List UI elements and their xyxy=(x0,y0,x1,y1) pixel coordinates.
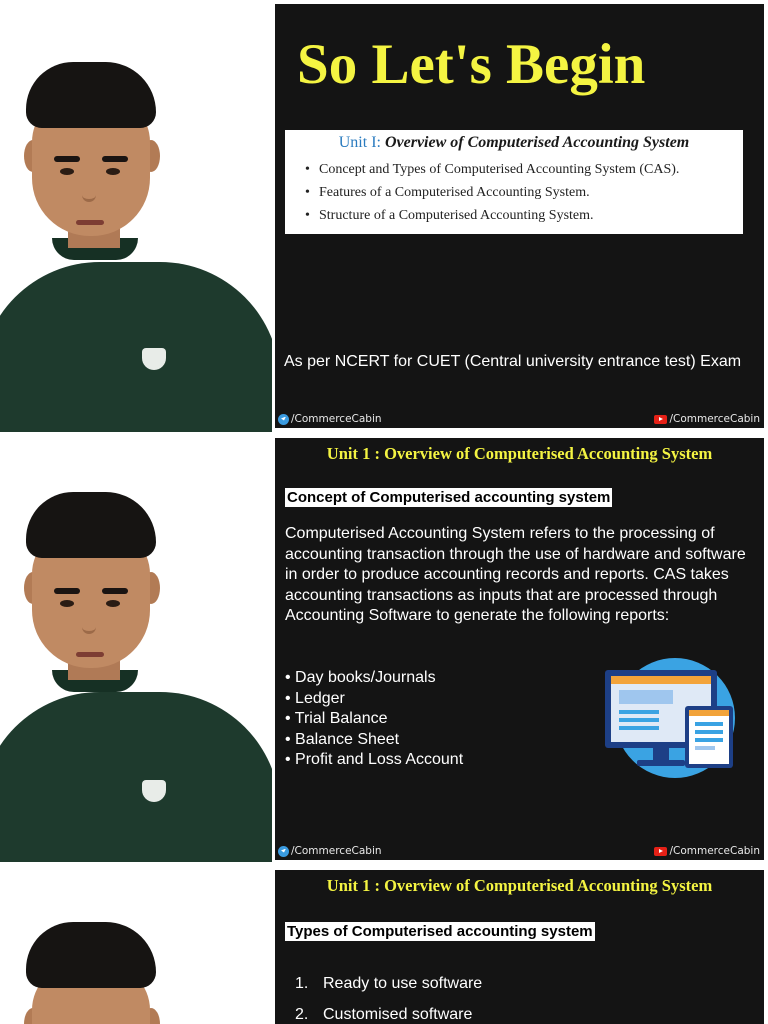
type-text: Customised software xyxy=(323,1006,473,1023)
youtube-handle[interactable] xyxy=(654,413,760,425)
types-list xyxy=(295,974,482,1024)
telegram-handle-text: /CommerceCabin xyxy=(291,845,382,857)
report-item: • Ledger xyxy=(285,689,463,710)
unit-header: Unit 1 : Overview of Computerised Accounting System xyxy=(326,876,713,895)
unit-header: Unit 1 : Overview of Computerised Accounting System xyxy=(326,444,713,463)
type-number: 1. xyxy=(295,975,309,992)
telegram-icon xyxy=(278,846,289,857)
youtube-icon xyxy=(654,415,667,424)
report-item: • Day books/Journals xyxy=(285,668,463,689)
slide-types xyxy=(275,870,764,1024)
exam-note: As per NCERT for CUET (Central university entrance test) Exam xyxy=(284,353,742,370)
youtube-icon xyxy=(654,847,667,856)
presenter-image xyxy=(0,436,272,862)
youtube-handle-text: /CommerceCabin xyxy=(669,845,760,857)
concept-paragraph: Computerised Accounting System refers to the processing of accounting transaction through the use of hardware and software in order to produce accounting records and reports. CAS takes accounting transactions as inputs that are processed through Accounting Software to generate the following reports: xyxy=(285,525,746,624)
section-heading: Concept of Computerised accounting system xyxy=(287,489,611,506)
syllabus-item: • Features of a Computerised Accounting System. xyxy=(305,181,733,204)
reports-list xyxy=(285,668,463,771)
report-item: • Trial Balance xyxy=(285,709,463,730)
slide-intro xyxy=(275,4,764,428)
computer-illustration xyxy=(603,658,735,784)
syllabus-item: • Structure of a Computerised Accounting System. xyxy=(305,204,733,227)
syllabus-list xyxy=(295,158,733,227)
type-text: Ready to use software xyxy=(323,975,483,992)
slide-title: So Let's Begin xyxy=(297,33,646,96)
video-frame-3 xyxy=(0,868,768,1024)
presenter-image xyxy=(0,0,272,432)
youtube-handle-text: /CommerceCabin xyxy=(669,413,760,425)
telegram-handle[interactable] xyxy=(278,845,382,857)
syllabus-unit: Unit I: xyxy=(338,134,381,151)
presenter-image xyxy=(0,868,272,1024)
section-heading: Types of Computerised accounting system xyxy=(287,923,593,940)
slide-concept xyxy=(275,438,764,860)
telegram-handle-text: /CommerceCabin xyxy=(291,413,382,425)
syllabus-title xyxy=(295,134,733,152)
video-frame-1 xyxy=(0,0,768,432)
syllabus-unit-title: Overview of Computerised Accounting System xyxy=(384,134,690,151)
telegram-icon xyxy=(278,414,289,425)
type-item xyxy=(295,1005,482,1024)
report-item: • Profit and Loss Account xyxy=(285,750,463,771)
syllabus-item: • Concept and Types of Computerised Accounting System (CAS). xyxy=(305,158,733,181)
video-frame-2 xyxy=(0,436,768,862)
syllabus-box xyxy=(285,130,743,234)
type-number: 2. xyxy=(295,1006,309,1023)
telegram-handle[interactable] xyxy=(278,413,382,425)
report-item: • Balance Sheet xyxy=(285,730,463,751)
type-item xyxy=(295,974,482,1005)
youtube-handle[interactable] xyxy=(654,845,760,857)
